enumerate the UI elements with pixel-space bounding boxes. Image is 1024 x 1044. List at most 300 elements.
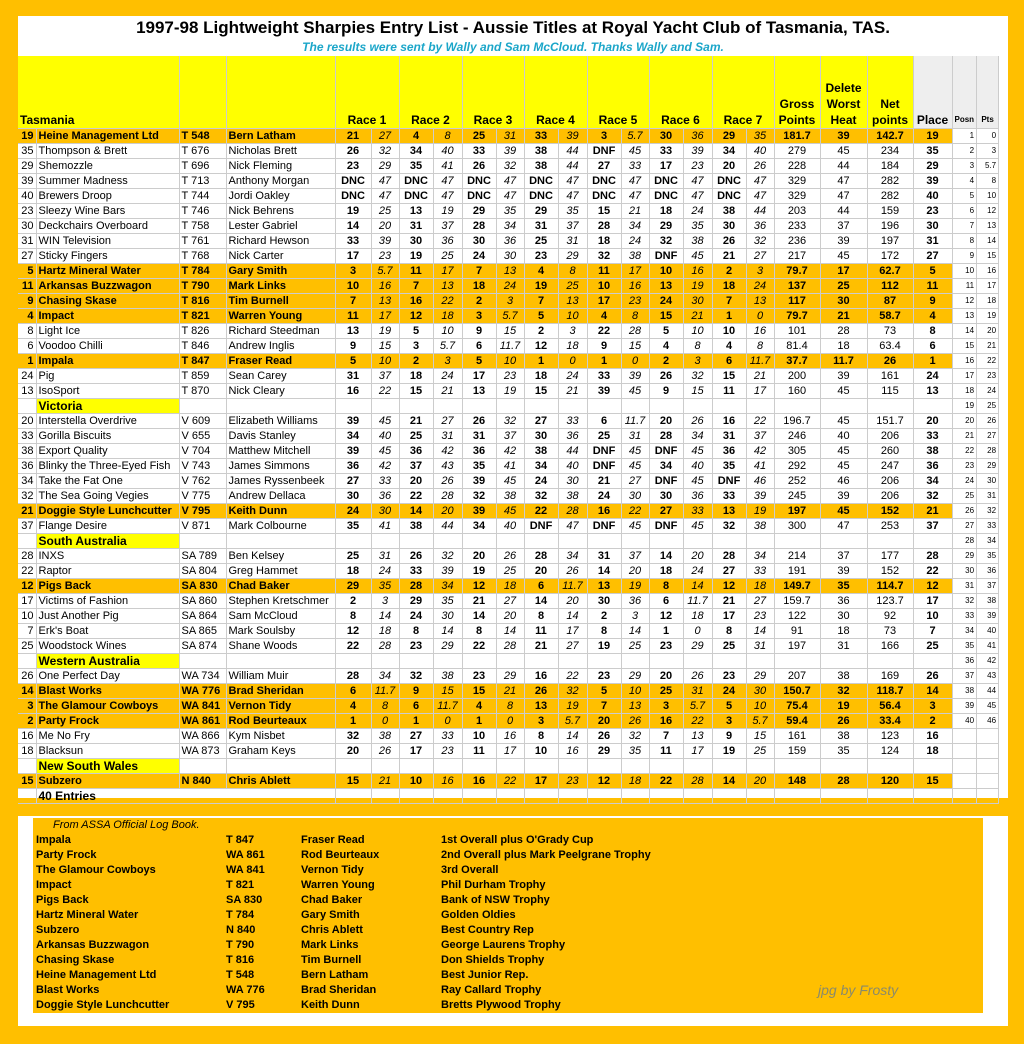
sail-number: V 743 — [179, 459, 226, 474]
race-points: 27 — [371, 129, 399, 144]
race-points: 29 — [433, 639, 462, 654]
worst-heat: 18 — [820, 624, 867, 639]
race-place: 25 — [399, 429, 433, 444]
posn-cell: 33 — [952, 609, 977, 624]
worst-heat: 35 — [820, 579, 867, 594]
race-points: 38 — [746, 519, 774, 534]
sail-number: T 676 — [179, 144, 226, 159]
sail-number: SA 865 — [179, 624, 226, 639]
race-points: 17 — [683, 744, 712, 759]
race-points: 30 — [371, 504, 399, 519]
skipper-name: Anthony Morgan — [226, 174, 335, 189]
race-points: 16 — [621, 279, 649, 294]
race-points: 39 — [746, 489, 774, 504]
race-place: 19 — [399, 249, 433, 264]
gross-points: 150.7 — [774, 684, 820, 699]
race-place: DNC — [649, 174, 683, 189]
race-points: 33 — [621, 159, 649, 174]
race-points: 16 — [558, 744, 587, 759]
race-place: 13 — [712, 504, 746, 519]
race-points: 11.7 — [558, 579, 587, 594]
sail-number: T 859 — [179, 369, 226, 384]
table-row — [18, 699, 999, 714]
race-place: 4 — [524, 264, 558, 279]
award-name: Don Shields Trophy — [441, 954, 545, 966]
race-place: 36 — [399, 444, 433, 459]
race-place: 28 — [649, 429, 683, 444]
final-place: 15 — [913, 774, 952, 789]
boat-name: Blinky the Three-Eyed Fish — [36, 459, 179, 474]
race-points: 23 — [558, 774, 587, 789]
seed-number: 36 — [18, 459, 36, 474]
race-points: 8 — [371, 699, 399, 714]
race-place: 14 — [335, 219, 371, 234]
sail-number: SA 789 — [179, 549, 226, 564]
race-place: 8 — [712, 624, 746, 639]
table-row — [18, 414, 999, 429]
race-place: 6 — [587, 414, 621, 429]
race-place: 10 — [462, 729, 496, 744]
posn-cell: 38 — [952, 684, 977, 699]
race-points: 45 — [621, 144, 649, 159]
race-points: 0 — [621, 354, 649, 369]
seed-number: 30 — [18, 219, 36, 234]
race-points: 21 — [433, 384, 462, 399]
race-place: 38 — [712, 204, 746, 219]
pts-header: Pts — [977, 56, 999, 129]
boat-name: Gorilla Biscuits — [36, 429, 179, 444]
pts-cell: 21 — [977, 339, 999, 354]
final-place: 37 — [913, 519, 952, 534]
net-points: 114.7 — [867, 579, 913, 594]
seed-number: 5 — [18, 264, 36, 279]
final-place: 33 — [913, 429, 952, 444]
race-place: 39 — [462, 474, 496, 489]
race-place: 22 — [399, 489, 433, 504]
empty-cell — [649, 759, 683, 774]
empty-cell — [587, 654, 621, 669]
posn-cell: 24 — [952, 474, 977, 489]
gross-points: 292 — [774, 459, 820, 474]
race-place: 33 — [587, 369, 621, 384]
race-place: 28 — [335, 669, 371, 684]
table-row — [18, 519, 999, 534]
race-place: 19 — [587, 639, 621, 654]
award-skipper: Fraser Read — [301, 834, 365, 846]
race-points: 14 — [683, 579, 712, 594]
race-place: 14 — [587, 564, 621, 579]
race-place: 35 — [712, 459, 746, 474]
net-points: 166 — [867, 639, 913, 654]
empty-cell — [746, 789, 774, 804]
race-place: 7 — [399, 279, 433, 294]
race-place: DNC — [335, 174, 371, 189]
gross-points: 37.7 — [774, 354, 820, 369]
pts-cell: 14 — [977, 234, 999, 249]
race-points: 36 — [558, 429, 587, 444]
table-row — [18, 144, 999, 159]
race-place: 2 — [649, 354, 683, 369]
race-place: 8 — [524, 729, 558, 744]
race-place: 8 — [399, 624, 433, 639]
net-points: 123.7 — [867, 594, 913, 609]
empty-cell — [399, 534, 433, 549]
gross-points: 236 — [774, 234, 820, 249]
race-points: 14 — [746, 624, 774, 639]
race-place: 10 — [399, 774, 433, 789]
worst-heat: 47 — [820, 189, 867, 204]
posn-cell: 23 — [952, 459, 977, 474]
skipper-name: Jordi Oakley — [226, 189, 335, 204]
race-points: 35 — [746, 129, 774, 144]
empty-cell — [558, 399, 587, 414]
boat-name: Subzero — [36, 774, 179, 789]
race-place: 15 — [712, 369, 746, 384]
race-place: 34 — [335, 429, 371, 444]
award-boat: Chasing Skase — [36, 954, 115, 966]
award-row — [33, 893, 983, 908]
race-place: 33 — [649, 144, 683, 159]
race-place: 6 — [399, 699, 433, 714]
race-points: 24 — [496, 279, 524, 294]
pts-cell: 25 — [977, 399, 999, 414]
sail-number: T 870 — [179, 384, 226, 399]
pts-cell: 42 — [977, 654, 999, 669]
race-place: 14 — [399, 504, 433, 519]
sail-number: T 826 — [179, 324, 226, 339]
race-place: 5 — [712, 699, 746, 714]
race-points: 47 — [558, 189, 587, 204]
final-place: 14 — [913, 684, 952, 699]
race-points: 27 — [558, 639, 587, 654]
seed-number: 4 — [18, 309, 36, 324]
race-points: 41 — [433, 159, 462, 174]
race-points: 15 — [433, 684, 462, 699]
race-points: 23 — [433, 744, 462, 759]
race-points: 36 — [496, 234, 524, 249]
sail-number: SA 874 — [179, 639, 226, 654]
race-place: 12 — [524, 339, 558, 354]
race-points: 8 — [496, 699, 524, 714]
race-place: 11 — [712, 384, 746, 399]
race-points: 36 — [433, 234, 462, 249]
worst-heat: 31 — [820, 639, 867, 654]
race-points: 3 — [746, 264, 774, 279]
race-place: 23 — [649, 639, 683, 654]
empty-cell — [335, 399, 371, 414]
race-points: 26 — [433, 474, 462, 489]
boat-name: Heine Management Ltd — [36, 129, 179, 144]
race-place: 32 — [462, 489, 496, 504]
race-points: 40 — [496, 519, 524, 534]
race-place: 4 — [399, 129, 433, 144]
race-points: 47 — [371, 189, 399, 204]
pts-cell: 22 — [977, 354, 999, 369]
race-place: 16 — [462, 774, 496, 789]
award-row — [33, 938, 983, 953]
empty-cell — [226, 399, 335, 414]
worst-heat: 47 — [820, 174, 867, 189]
race-points: 39 — [621, 369, 649, 384]
race-place: 1 — [587, 354, 621, 369]
race-points: 24 — [371, 564, 399, 579]
race-points: 13 — [746, 294, 774, 309]
race-points: 20 — [371, 219, 399, 234]
race-points: 47 — [621, 189, 649, 204]
net-points: 120 — [867, 774, 913, 789]
final-place: 35 — [913, 144, 952, 159]
empty-cell — [683, 399, 712, 414]
race-points: 20 — [621, 564, 649, 579]
boat-name: Doggie Style Lunchcutter — [36, 504, 179, 519]
state-heading: South Australia — [36, 534, 179, 549]
pts-cell: 24 — [977, 384, 999, 399]
empty-cell — [913, 759, 952, 774]
table-row — [18, 339, 999, 354]
race-points: 22 — [496, 774, 524, 789]
net-points: 282 — [867, 174, 913, 189]
skipper-name: Davis Stanley — [226, 429, 335, 444]
pts-cell — [977, 759, 999, 774]
race-points: 37 — [746, 429, 774, 444]
race-place: 14 — [462, 609, 496, 624]
empty-cell — [867, 399, 913, 414]
race-place: 5 — [649, 324, 683, 339]
table-row — [18, 474, 999, 489]
race-points: 45 — [496, 504, 524, 519]
race-points: 38 — [683, 234, 712, 249]
gross-points: 197 — [774, 504, 820, 519]
table-row — [18, 624, 999, 639]
race-points: 14 — [496, 624, 524, 639]
race-place: 34 — [399, 144, 433, 159]
race-points: 0 — [496, 714, 524, 729]
pts-cell: 5.7 — [977, 159, 999, 174]
empty-cell — [621, 654, 649, 669]
award-row — [33, 923, 983, 938]
race-header: Race 5 — [587, 56, 649, 129]
race-place: 35 — [335, 519, 371, 534]
empty-cell — [462, 534, 496, 549]
race-points: 22 — [621, 504, 649, 519]
race-place: 4 — [335, 699, 371, 714]
award-name: Bank of NSW Trophy — [441, 894, 550, 906]
race-place: 29 — [462, 204, 496, 219]
seed-number: 7 — [18, 624, 36, 639]
race-points: 31 — [683, 684, 712, 699]
table-row — [18, 729, 999, 744]
race-place: 39 — [587, 384, 621, 399]
empty-cell — [524, 399, 558, 414]
worst-heat: 45 — [820, 444, 867, 459]
empty-cell — [371, 759, 399, 774]
race-place: 28 — [399, 579, 433, 594]
empty-cell — [496, 654, 524, 669]
posn-cell: 5 — [952, 189, 977, 204]
race-place: 27 — [587, 159, 621, 174]
worst-heat: 39 — [820, 564, 867, 579]
race-place: 12 — [649, 609, 683, 624]
race-points: 34 — [558, 549, 587, 564]
race-place: 8 — [462, 624, 496, 639]
worst-heat: 47 — [820, 519, 867, 534]
race-place: 38 — [524, 144, 558, 159]
race-place: 31 — [524, 219, 558, 234]
gross-points: 79.7 — [774, 309, 820, 324]
award-row — [33, 863, 983, 878]
empty-cell — [18, 399, 36, 414]
table-row — [18, 309, 999, 324]
race-points: 19 — [621, 579, 649, 594]
race-place: 18 — [649, 564, 683, 579]
boat-name: Sleezy Wine Bars — [36, 204, 179, 219]
race-points: 45 — [621, 444, 649, 459]
race-place: 7 — [712, 294, 746, 309]
race-points: 15 — [746, 729, 774, 744]
seed-number: 29 — [18, 159, 36, 174]
pts-cell: 17 — [977, 279, 999, 294]
race-points: 11.7 — [433, 699, 462, 714]
worst-heat: 37 — [820, 219, 867, 234]
race-place: 23 — [335, 159, 371, 174]
pts-cell: 10 — [977, 189, 999, 204]
empty-cell — [558, 534, 587, 549]
empty-cell — [820, 534, 867, 549]
race-points: 11.7 — [371, 684, 399, 699]
empty-cell — [496, 789, 524, 804]
race-place: 6 — [524, 579, 558, 594]
empty-cell — [774, 654, 820, 669]
race-place: 25 — [335, 549, 371, 564]
posn-cell: 35 — [952, 639, 977, 654]
race-place: 31 — [399, 219, 433, 234]
final-place: 7 — [913, 624, 952, 639]
race-points: 26 — [746, 159, 774, 174]
race-points: 11.7 — [621, 414, 649, 429]
race-header: Race 7 — [712, 56, 774, 129]
race-place: DNC — [462, 189, 496, 204]
seed-number: 32 — [18, 489, 36, 504]
boat-name: Thompson & Brett — [36, 144, 179, 159]
race-points: 38 — [371, 729, 399, 744]
race-points: 45 — [683, 249, 712, 264]
race-points: 15 — [496, 324, 524, 339]
race-points: 5.7 — [683, 699, 712, 714]
net-points: 152 — [867, 504, 913, 519]
race-points: 16 — [746, 324, 774, 339]
pts-cell: 29 — [977, 459, 999, 474]
skipper-name: Warren Young — [226, 309, 335, 324]
final-place: 13 — [913, 384, 952, 399]
race-points: 42 — [496, 444, 524, 459]
final-place: 17 — [913, 594, 952, 609]
race-points: 18 — [496, 579, 524, 594]
final-place: 3 — [913, 699, 952, 714]
race-points: 35 — [683, 219, 712, 234]
race-points: 23 — [496, 369, 524, 384]
final-place: 31 — [913, 234, 952, 249]
table-row — [18, 384, 999, 399]
race-points: 3 — [371, 594, 399, 609]
posn-cell: 25 — [952, 489, 977, 504]
race-place: 30 — [462, 234, 496, 249]
race-place: 34 — [712, 144, 746, 159]
race-points: 16 — [683, 264, 712, 279]
net-points: 253 — [867, 519, 913, 534]
race-points: 45 — [683, 444, 712, 459]
skipper-name: Mark Links — [226, 279, 335, 294]
empty-cell — [913, 534, 952, 549]
empty-cell — [179, 759, 226, 774]
skipper-name: Greg Hammet — [226, 564, 335, 579]
gross-points: 91 — [774, 624, 820, 639]
empty-cell — [621, 399, 649, 414]
pts-cell: 27 — [977, 429, 999, 444]
worst-heat: 30 — [820, 609, 867, 624]
award-name: 2nd Overall plus Mark Peelgrane Trophy — [441, 849, 651, 861]
race-points: 41 — [746, 459, 774, 474]
race-place: 21 — [462, 594, 496, 609]
posn-cell: 18 — [952, 384, 977, 399]
race-place: 6 — [462, 339, 496, 354]
empty-cell — [179, 534, 226, 549]
final-place: 8 — [913, 324, 952, 339]
race-points: 5.7 — [371, 264, 399, 279]
worst-heat: 17 — [820, 264, 867, 279]
race-points: 39 — [558, 129, 587, 144]
race-place: 30 — [524, 429, 558, 444]
gross-points: 246 — [774, 429, 820, 444]
empty-cell — [524, 759, 558, 774]
race-place: 11 — [462, 744, 496, 759]
race-points: 20 — [496, 609, 524, 624]
race-points: 5.7 — [558, 714, 587, 729]
table-row — [18, 564, 999, 579]
pts-cell: 43 — [977, 669, 999, 684]
race-points: 32 — [433, 549, 462, 564]
race-points: 29 — [371, 159, 399, 174]
final-place: 38 — [913, 444, 952, 459]
race-points: 13 — [683, 729, 712, 744]
final-place: 16 — [913, 729, 952, 744]
award-boat: Arkansas Buzzwagon — [36, 939, 150, 951]
race-points: 36 — [621, 594, 649, 609]
race-points: 25 — [746, 744, 774, 759]
race-place: 16 — [587, 504, 621, 519]
posn-cell: 31 — [952, 579, 977, 594]
race-points: 25 — [371, 204, 399, 219]
race-place: 32 — [712, 519, 746, 534]
race-points: 34 — [433, 579, 462, 594]
empty-cell — [371, 654, 399, 669]
net-points: 177 — [867, 549, 913, 564]
place-header: Place — [913, 56, 952, 129]
race-points: 23 — [621, 294, 649, 309]
worst-heat: 40 — [820, 429, 867, 444]
race-place: 13 — [649, 279, 683, 294]
award-sail: T 784 — [226, 909, 255, 921]
race-place: 7 — [649, 729, 683, 744]
seed-number: 6 — [18, 339, 36, 354]
race-place: 21 — [712, 594, 746, 609]
table-row — [18, 444, 999, 459]
race-place: 27 — [649, 504, 683, 519]
worst-heat: 46 — [820, 474, 867, 489]
pts-cell: 44 — [977, 684, 999, 699]
race-place: 9 — [335, 339, 371, 354]
award-row — [33, 968, 983, 983]
race-points: 33 — [433, 729, 462, 744]
